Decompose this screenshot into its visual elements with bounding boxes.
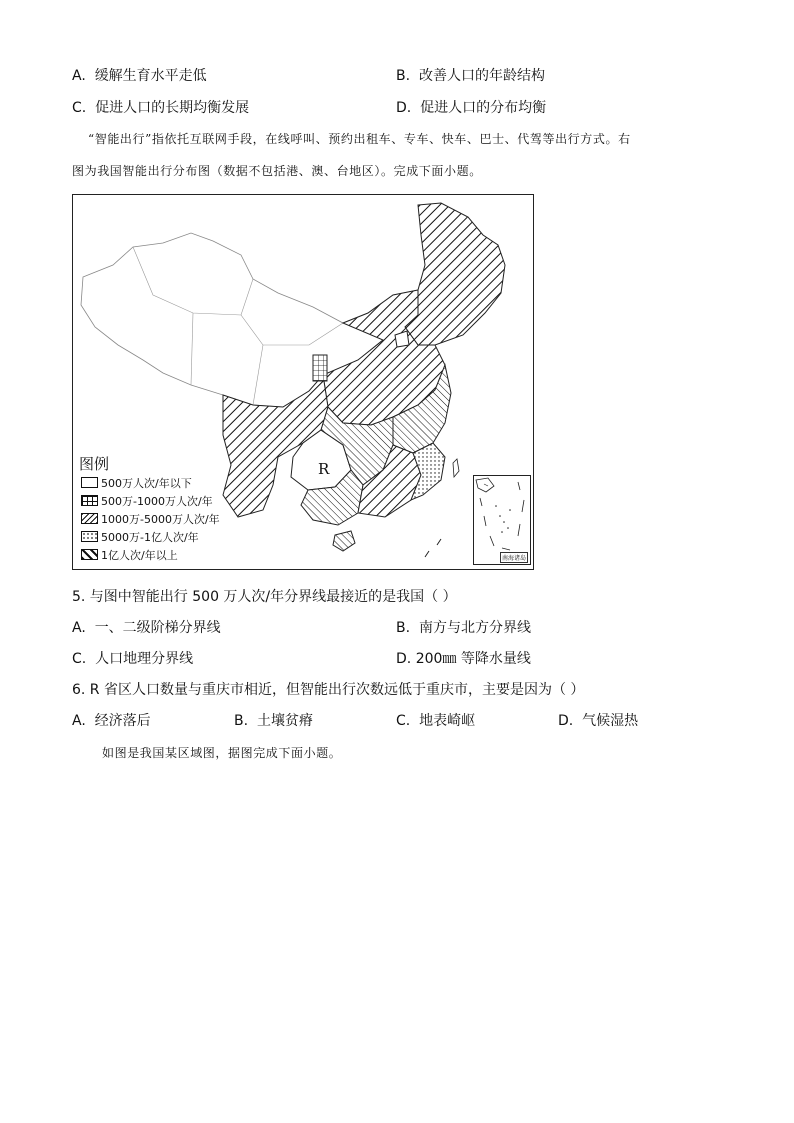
q5-option-c-letter: C. xyxy=(72,651,87,667)
legend-label: 500万人次/年以下 xyxy=(101,477,192,490)
northeast-region xyxy=(405,203,505,345)
q5-option-b-text: 南方与北方分界线 xyxy=(418,620,531,636)
hainan-island xyxy=(333,531,355,551)
q5-option-a xyxy=(72,619,221,637)
intro2-line: 如图是我国某区域图，据图完成下面小题。 xyxy=(102,746,342,760)
q6-option-c xyxy=(396,712,475,730)
q6-option-b-letter: B. xyxy=(234,713,249,729)
intro-line-1: “智能出行”指依托互联网手段，在线呼叫、预约出租车、专车、快车、巴士、代驾等出行方式。右 xyxy=(88,132,631,146)
legend-swatch-dots xyxy=(81,531,98,542)
q5-option-a-letter: A. xyxy=(72,620,86,636)
q4-option-a-letter: A. xyxy=(72,68,86,84)
q5-option-d-letter: D. xyxy=(396,651,412,667)
china-smart-travel-map xyxy=(72,194,534,570)
legend-item xyxy=(81,477,192,491)
q5-option-b xyxy=(396,619,531,637)
inset-label: 南海诸岛 xyxy=(500,552,528,563)
q5-option-c xyxy=(72,650,193,668)
q4-option-c-letter: C. xyxy=(72,100,87,116)
q6-option-a xyxy=(72,712,151,730)
legend-swatch-diag-fine xyxy=(81,513,98,524)
legend-swatch-blank xyxy=(81,477,98,488)
q5-option-a-text: 一、二级阶梯分界线 xyxy=(94,620,221,636)
q6-option-b-text: 土壤贫瘠 xyxy=(256,713,313,729)
q4-option-d-letter: D. xyxy=(396,100,412,116)
q4-option-d-text: 促进人口的分布均衡 xyxy=(420,100,547,116)
q4-option-b-text: 改善人口的年龄结构 xyxy=(418,68,545,84)
q5-option-d xyxy=(396,650,531,668)
q4-option-c xyxy=(72,99,249,117)
legend-item xyxy=(81,495,213,509)
q6-option-b xyxy=(234,712,313,730)
q5-stem: 5. 与图中智能出行 500 万人次/年分界线最接近的是我国（ ） xyxy=(72,589,457,605)
q6-option-a-text: 经济落后 xyxy=(94,713,151,729)
q6-option-d-letter: D. xyxy=(558,713,574,729)
q5-option-b-letter: B. xyxy=(396,620,411,636)
q6-stem: 6. R 省区人口数量与重庆市相近，但智能出行次数远低于重庆市，主要是因为（ ） xyxy=(72,682,585,698)
legend-label: 5000万-1亿人次/年 xyxy=(101,531,199,544)
legend-label: 500万-1000万人次/年 xyxy=(101,495,213,508)
legend-swatch-grid xyxy=(81,495,98,506)
legend-swatch-diag-coarse xyxy=(81,549,98,560)
q5-option-d-text: 200㎜ 等降水量线 xyxy=(415,651,531,667)
legend-item xyxy=(81,531,199,545)
q4-option-d xyxy=(396,99,546,117)
q4-option-a xyxy=(72,67,207,85)
q6-option-c-letter: C. xyxy=(396,713,411,729)
legend-item xyxy=(81,549,178,563)
q4-option-b xyxy=(396,67,545,85)
south-china-sea-inset xyxy=(473,475,531,565)
q4-option-a-text: 缓解生育水平走低 xyxy=(94,68,207,84)
ningxia-region xyxy=(313,355,327,381)
region-r-label: R xyxy=(318,460,330,478)
q6-option-d xyxy=(558,712,638,730)
q4-option-c-text: 促进人口的长期均衡发展 xyxy=(95,100,250,116)
q5-option-c-text: 人口地理分界线 xyxy=(95,651,194,667)
legend-title: 图例 xyxy=(79,455,110,473)
q6-option-c-text: 地表崎岖 xyxy=(419,713,476,729)
intro-line-2: 图为我国智能出行分布图（数据不包括港、澳、台地区）。完成下面小题。 xyxy=(72,164,482,178)
legend-label: 1000万-5000万人次/年 xyxy=(101,513,220,526)
legend-item xyxy=(81,513,220,527)
q6-option-a-letter: A. xyxy=(72,713,86,729)
q4-option-b-letter: B. xyxy=(396,68,411,84)
legend-label: 1亿人次/年以上 xyxy=(101,549,178,562)
q6-option-d-text: 气候湿热 xyxy=(582,713,639,729)
inset-drawing xyxy=(474,476,530,564)
